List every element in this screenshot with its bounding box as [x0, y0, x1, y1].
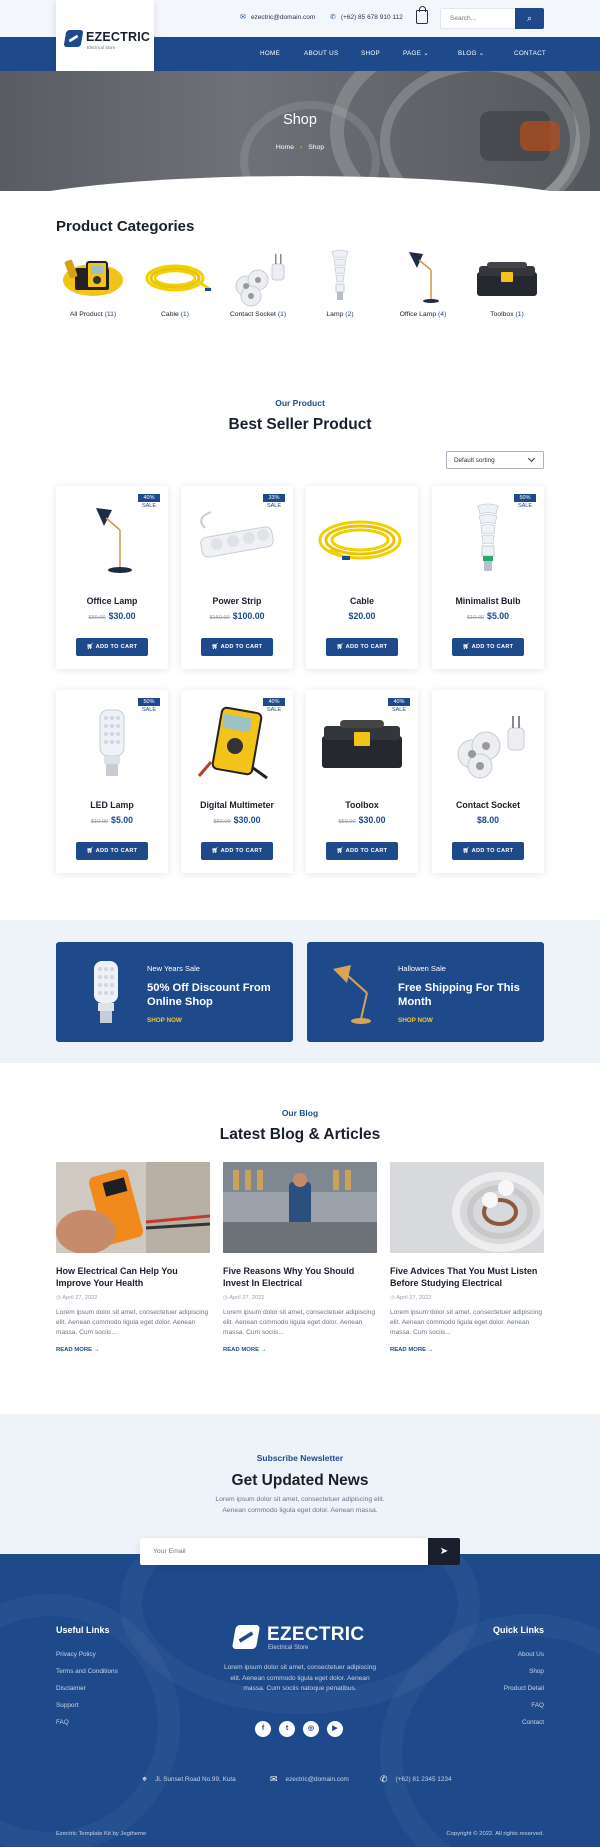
arrow-right-icon: →: [260, 1347, 267, 1353]
newsletter-kicker: Subscribe Newsletter: [256, 1453, 344, 1463]
breadcrumb: [0, 144, 600, 151]
header-phone[interactable]: ✆ (+62) 85 678 910 112: [330, 13, 403, 21]
logo-name: EZECTRIC: [86, 30, 151, 44]
post-title[interactable]: Five Advices That You Must Listen Before Studying Electrical: [390, 1266, 538, 1288]
product-name[interactable]: Minimalist Bulb: [455, 596, 521, 606]
chevron-down-icon: ⌄: [423, 50, 429, 57]
site-logo[interactable]: [56, 0, 154, 79]
post-date: ◷ April 27, 2022: [223, 1295, 265, 1301]
clock-icon: ◷: [56, 1295, 61, 1301]
product-card[interactable]: [56, 486, 168, 669]
footer-link-shop[interactable]: Shop: [529, 1668, 544, 1675]
product-price: $10.00 $5.00: [90, 815, 134, 825]
page-title: Shop: [283, 112, 317, 128]
post-date: ◷ April 27, 2022: [56, 1295, 98, 1301]
promo-subtitle: Hallowen Sale: [398, 964, 446, 973]
instagram-icon[interactable]: ◎: [303, 1721, 319, 1737]
category-lamp[interactable]: Lamp (2): [300, 246, 380, 318]
blog-kicker: Our Blog: [281, 1108, 319, 1118]
product-name[interactable]: Contact Socket: [455, 800, 521, 810]
envelope-icon: ✉: [270, 1774, 278, 1784]
chevron-down-icon: ⌄: [478, 50, 485, 57]
add-to-cart-button[interactable]: 🛒︎ ADD TO CART: [201, 638, 273, 656]
add-to-cart-button[interactable]: 🛒︎ ADD TO CART: [326, 842, 398, 860]
products-title: Best Seller Product: [228, 416, 372, 433]
envelope-icon: ✉: [240, 14, 246, 21]
nav-page[interactable]: PAGE ⌄: [403, 50, 429, 57]
blog-post: [390, 1162, 544, 1353]
product-card[interactable]: [306, 486, 418, 669]
post-title[interactable]: Five Reasons Why You Should Invest In Electrical: [223, 1266, 355, 1288]
footer-link-contact[interactable]: Contact: [521, 1719, 544, 1726]
cart-icon: 🛒︎: [462, 848, 470, 854]
product-name[interactable]: Digital Multimeter: [200, 800, 274, 810]
breadcrumb-current: Shop: [308, 144, 325, 151]
phone-icon: ✆: [380, 1774, 388, 1784]
footer-link-faq-quick[interactable]: FAQ: [531, 1702, 544, 1709]
arrow-right-icon: →: [93, 1347, 100, 1353]
footer-link-faq[interactable]: FAQ: [56, 1719, 69, 1726]
nav-shop[interactable]: SHOP: [361, 50, 381, 57]
category-office-lamp[interactable]: Office Lamp (4): [383, 246, 463, 318]
shop-now-link[interactable]: SHOP NOW: [147, 1017, 182, 1024]
cart-icon: 🛒︎: [86, 644, 94, 650]
logo-bolt-icon: [64, 30, 84, 47]
breadcrumb-home[interactable]: Home: [275, 144, 294, 151]
footer-phone[interactable]: ✆ (+62) 81 2345 1234: [380, 1774, 452, 1784]
promo-banner-halloween[interactable]: [307, 942, 544, 1042]
category-contact-socket[interactable]: Contact Socket (1): [218, 246, 298, 318]
discount-badge: 40% SALE: [138, 494, 160, 509]
discount-badge: 40% SALE: [388, 698, 410, 713]
search-input[interactable]: [441, 9, 511, 28]
youtube-icon[interactable]: ▶: [327, 1721, 343, 1737]
product-image: [442, 702, 534, 782]
newsletter-form: [140, 1538, 428, 1565]
subscribe-button[interactable]: [428, 1538, 460, 1565]
product-price: $50.00 $30.00: [213, 815, 261, 825]
promo-image: [76, 957, 136, 1029]
facebook-icon[interactable]: f: [255, 1721, 271, 1737]
email-field[interactable]: [140, 1538, 410, 1565]
nav-contact[interactable]: CONTACT: [514, 50, 547, 57]
cart-icon: 🛒︎: [336, 848, 344, 854]
product-name[interactable]: Toolbox: [345, 800, 379, 810]
add-to-cart-button[interactable]: 🛒︎ ADD TO CART: [326, 638, 398, 656]
useful-links-title: Useful Links: [56, 1625, 110, 1635]
category-image: [135, 246, 215, 308]
category-image: [300, 246, 380, 308]
search-box: [440, 8, 544, 29]
post-excerpt: Lorem ipsum dolor sit amet, consectetuer adipiscing elit. Aenean commodo ligula eget dolor. Aenean massa. Cum sociis...: [223, 1309, 376, 1336]
category-all-product[interactable]: All Product (11): [53, 246, 133, 318]
add-to-cart-button[interactable]: 🛒︎ ADD TO CART: [76, 638, 148, 656]
product-image: [191, 702, 283, 782]
category-image: [218, 246, 298, 308]
product-image: [191, 498, 283, 578]
footer-link-privacy-policy[interactable]: Privacy Policy: [56, 1651, 96, 1658]
read-more-link[interactable]: READ MORE →: [390, 1347, 434, 1353]
post-excerpt: Lorem ipsum dolor sit amet, consectetuer adipiscing elit. Aenean commodo ligula eget dolor. Aenean massa. Cum sociis...: [56, 1309, 209, 1336]
post-excerpt: Lorem ipsum dolor sit amet, consectetuer adipiscing elit. Aenean commodo ligula eget dolor. Aenean massa. Cum sociis...: [390, 1309, 543, 1336]
chevron-right-icon: ›: [300, 144, 303, 151]
product-price: $50.00 $30.00: [88, 611, 136, 621]
logo-bolt-icon: [232, 1625, 260, 1649]
discount-badge: 50% SALE: [514, 494, 536, 509]
discount-badge: 33% SALE: [263, 494, 285, 509]
newsletter-description: Lorem ipsum dolor sit amet, consectetuer adipiscing elit. Aenean commodo ligula eget dolor. Aenean massa.: [215, 1496, 385, 1514]
post-image[interactable]: [223, 1162, 377, 1253]
product-price: $150.00 $100.00: [209, 611, 265, 621]
promo-title: Free Shipping For This Month: [398, 982, 520, 1008]
discount-badge: 40% SALE: [263, 698, 285, 713]
cart-icon: 🛒︎: [211, 848, 219, 854]
post-image[interactable]: [390, 1162, 544, 1253]
post-date: ◷ April 27, 2022: [390, 1295, 432, 1301]
product-card[interactable]: [306, 690, 418, 873]
footer-link-disclaimer[interactable]: Disclaimer: [56, 1685, 86, 1692]
product-price: $8.00: [476, 815, 499, 825]
shop-now-link[interactable]: SHOP NOW: [398, 1017, 433, 1024]
sort-select[interactable]: Default sorting: [446, 451, 544, 469]
nav-about-us[interactable]: ABOUT US: [304, 50, 339, 57]
add-to-cart-button[interactable]: 🛒︎ ADD TO CART: [452, 842, 524, 860]
footer-credit: Ezectric Template Kit by Jegtheme: [56, 1831, 147, 1837]
product-price: $20.00: [348, 611, 376, 621]
cart-icon: 🛒︎: [336, 644, 344, 650]
footer-link-about-us[interactable]: About Us: [517, 1651, 544, 1658]
logo-tagline: Electrical Store: [87, 45, 116, 50]
product-price: $10.00 $5.00: [466, 611, 510, 621]
page-hero: [0, 71, 600, 191]
send-icon: ➤: [439, 1546, 449, 1557]
product-image: [66, 498, 158, 578]
nav-blog[interactable]: BLOG ⌄: [458, 50, 485, 57]
product-card[interactable]: [432, 486, 544, 669]
promo-subtitle: New Years Sale: [147, 964, 200, 973]
footer-link-product-detail[interactable]: Product Detail: [503, 1685, 544, 1692]
cart-icon: 🛒︎: [86, 848, 94, 854]
post-image[interactable]: [56, 1162, 210, 1253]
clock-icon: ◷: [223, 1295, 228, 1301]
read-more-link[interactable]: READ MORE →: [223, 1347, 267, 1353]
product-name[interactable]: LED Lamp: [90, 800, 134, 810]
discount-badge: 50% SALE: [138, 698, 160, 713]
footer-address: ⌖ Jl. Sunset Road No.99, Kuta: [142, 1774, 236, 1784]
add-to-cart-button[interactable]: 🛒︎ ADD TO CART: [201, 842, 273, 860]
nav-home[interactable]: HOME: [260, 50, 281, 57]
blog-post: [223, 1162, 377, 1353]
site-footer: [0, 1554, 600, 1847]
promo-banner-new-years[interactable]: [56, 942, 293, 1042]
footer-email[interactable]: ✉ ezectric@domain.com: [270, 1774, 349, 1784]
map-pin-icon: ⌖: [142, 1774, 148, 1784]
product-card[interactable]: [432, 690, 544, 873]
product-card[interactable]: [181, 486, 293, 669]
footer-description: Lorem ipsum dolor sit amet, consectetuer adipiscing elit. Aenean commodo ligula eget dolor. Aenean massa. Cum sociis natoque penatibus.: [223, 1664, 377, 1692]
product-image: [316, 702, 408, 782]
arrow-right-icon: →: [427, 1347, 434, 1353]
category-image: [467, 246, 547, 308]
categories-title: Product Categories: [56, 218, 195, 235]
category-toolbox[interactable]: Toolbox (1): [467, 246, 547, 318]
promo-image: [327, 957, 387, 1029]
add-to-cart-button[interactable]: 🛒︎ ADD TO CART: [452, 638, 524, 656]
product-price: $50.00 $30.00: [338, 815, 386, 825]
quick-links-title: Quick Links: [492, 1625, 544, 1635]
product-image: [316, 498, 408, 578]
product-card[interactable]: [56, 690, 168, 873]
product-name[interactable]: Cable: [350, 596, 374, 606]
post-title[interactable]: How Electrical Can Help You Improve Your Health: [56, 1266, 178, 1288]
blog-post: [56, 1162, 210, 1353]
search-icon: ⌕: [526, 13, 533, 23]
product-name[interactable]: Office Lamp: [86, 596, 138, 606]
footer-link-support[interactable]: Support: [56, 1702, 79, 1709]
category-image: [383, 246, 463, 308]
read-more-link[interactable]: READ MORE →: [56, 1347, 100, 1353]
product-card[interactable]: [181, 690, 293, 873]
cart-icon[interactable]: [416, 10, 428, 24]
blog-title: Latest Blog & Articles: [219, 1126, 381, 1143]
twitter-icon[interactable]: t: [279, 1721, 295, 1737]
clock-icon: ◷: [390, 1295, 395, 1301]
products-kicker: Our Product: [275, 398, 325, 408]
chevron-down-icon: [528, 455, 535, 462]
product-image: [66, 702, 158, 782]
add-to-cart-button[interactable]: 🛒︎ ADD TO CART: [76, 842, 148, 860]
search-button[interactable]: [515, 8, 544, 29]
product-image: [442, 498, 534, 578]
category-cable[interactable]: Cable (1): [135, 246, 215, 318]
cart-icon: 🛒︎: [211, 644, 219, 650]
cart-icon: 🛒︎: [462, 644, 470, 650]
footer-copyright: Copyright © 2022. All rights reserved.: [446, 1831, 544, 1837]
product-name[interactable]: Power Strip: [212, 596, 262, 606]
header-email[interactable]: ✉ ezectric@domain.com: [240, 13, 316, 21]
newsletter-title: Get Updated News: [231, 1472, 369, 1489]
footer-link-terms[interactable]: Terms and Conditions: [56, 1668, 118, 1675]
promo-title: 50% Off Discount From Online Shop: [147, 982, 271, 1008]
category-image: [53, 246, 133, 308]
phone-icon: ✆: [330, 14, 336, 21]
